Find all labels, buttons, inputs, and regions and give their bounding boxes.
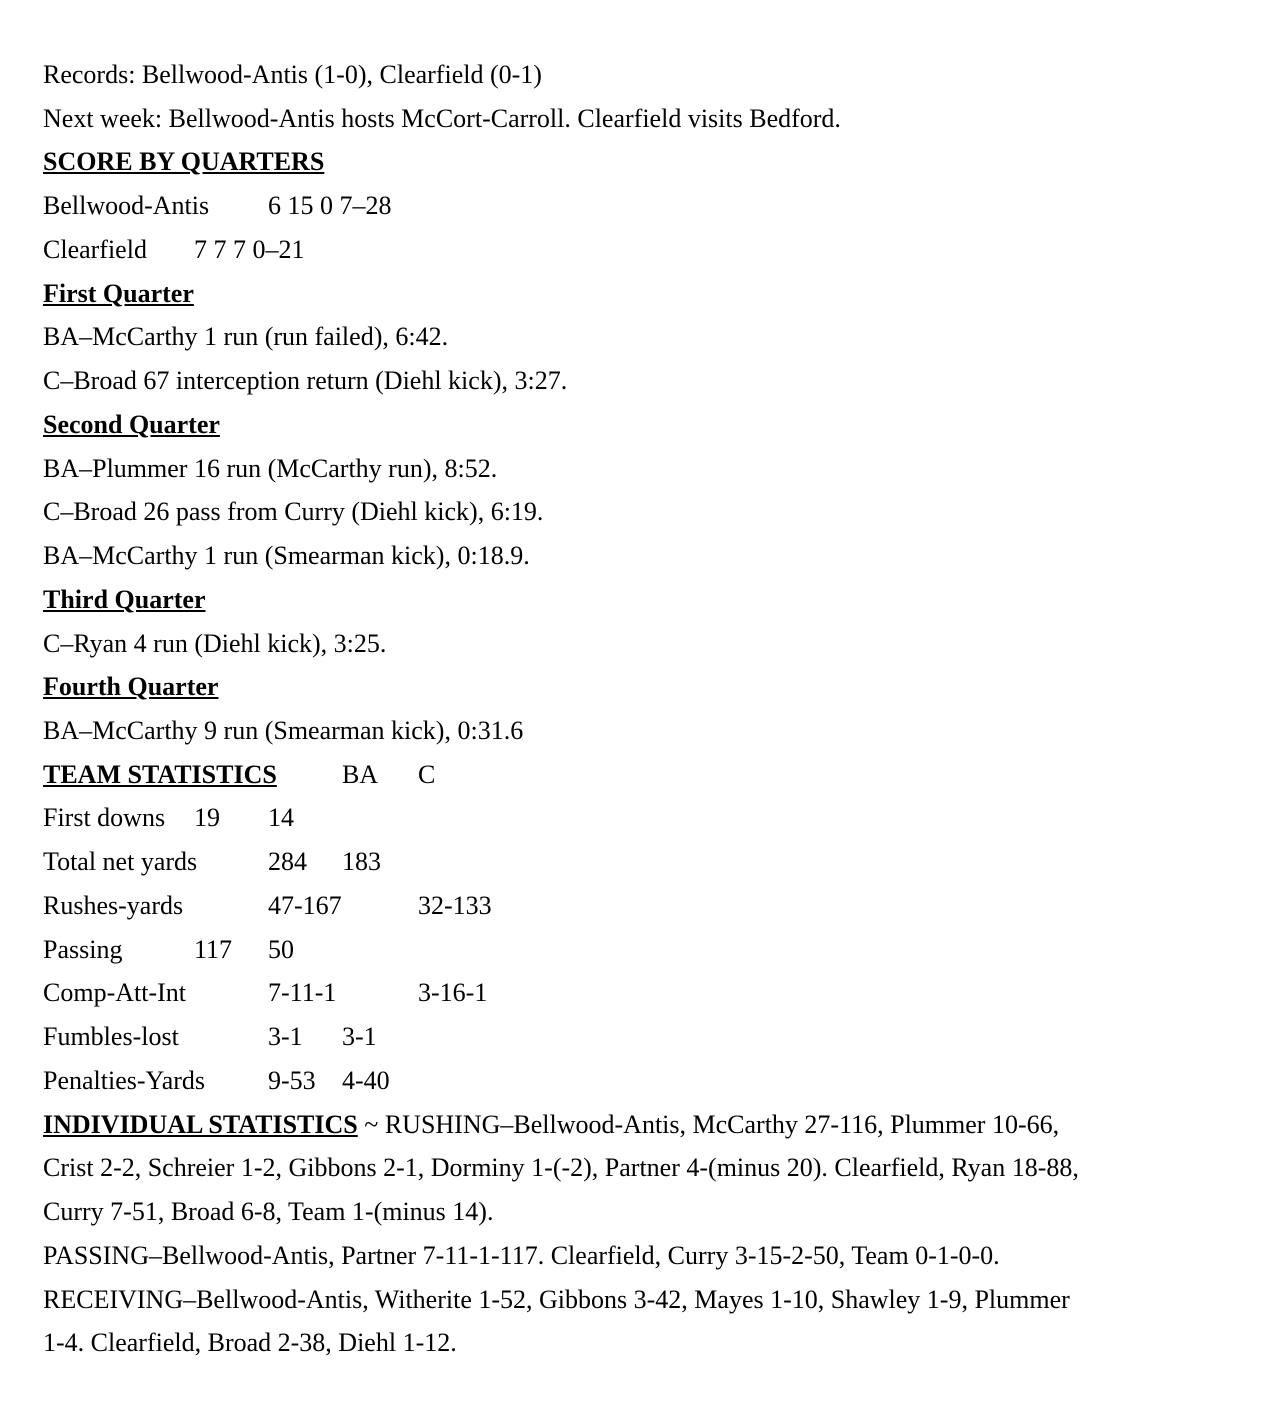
rushing-text: Curry 7-51, Broad 6-8, Team 1-(minus 14). <box>43 1197 494 1226</box>
score-team: Clearfield <box>43 235 147 264</box>
score-by-quarters-heading: SCORE BY QUARTERS <box>43 147 325 176</box>
scoring-play: BA–McCarthy 9 run (Smearman kick), 0:31.6 <box>43 716 524 745</box>
stat-label: Fumbles-lost <box>43 1022 179 1051</box>
scoring-play: BA–Plummer 16 run (McCarthy run), 8:52. <box>43 454 498 483</box>
stat-c: 14 <box>268 803 294 832</box>
stat-label: Passing <box>43 935 123 964</box>
scoring-play: C–Broad 26 pass from Curry (Diehl kick), 6:19. <box>43 497 544 526</box>
records-line: Records: Bellwood-Antis (1-0), Clearfield (0-1) <box>43 60 542 89</box>
stat-c: 32-133 <box>418 891 492 920</box>
stat-label: Total net yards <box>43 847 198 876</box>
stat-ba: 9-53 <box>268 1066 316 1095</box>
stat-c: 3-16-1 <box>418 978 488 1007</box>
rushing-text: ~ RUSHING–Bellwood-Antis, McCarthy 27-116, Plummer 10-66, <box>357 1110 1060 1139</box>
passing-text: PASSING–Bellwood-Antis, Partner 7-11-1-117. Clearfield, Curry 3-15-2-50, Team 0-1-0-0. <box>43 1241 1000 1270</box>
scoring-play: C–Broad 67 interception return (Diehl kick), 3:27. <box>43 366 568 395</box>
stat-c: 50 <box>268 935 294 964</box>
first-quarter-heading: First Quarter <box>43 279 194 308</box>
individual-statistics-heading: INDIVIDUAL STATISTICS <box>43 1110 358 1139</box>
stat-c: 183 <box>342 847 381 876</box>
score-team: Bellwood-Antis <box>43 191 210 220</box>
scoring-play: BA–McCarthy 1 run (Smearman kick), 0:18.9. <box>43 541 530 570</box>
scoring-play: C–Ryan 4 run (Diehl kick), 3:25. <box>43 629 387 658</box>
stat-ba: 284 <box>268 847 307 876</box>
stat-ba: 117 <box>194 935 233 964</box>
third-quarter-heading: Third Quarter <box>43 585 206 614</box>
stat-label: Comp-Att-Int <box>43 978 186 1007</box>
team-stats-col-ba: BA <box>342 760 379 789</box>
team-stats-col-c: C <box>418 760 436 789</box>
stat-label: First downs <box>43 803 166 832</box>
stat-ba: 47-167 <box>268 891 342 920</box>
team-statistics-heading: TEAM STATISTICS <box>43 760 277 789</box>
receiving-text: RECEIVING–Bellwood-Antis, Witherite 1-52, Gibbons 3-42, Mayes 1-10, Shawley 1-9, Plummer <box>43 1285 1070 1314</box>
individual-stats-line <box>43 1110 1059 1140</box>
stat-ba: 3-1 <box>268 1022 303 1051</box>
fourth-quarter-heading: Fourth Quarter <box>43 672 219 701</box>
score-row-bellwood <box>43 191 209 221</box>
score-row-clearfield <box>43 235 147 265</box>
stat-ba: 7-11-1 <box>268 978 337 1007</box>
score-values-bellwood: 6 15 0 7–28 <box>268 191 392 220</box>
stat-c: 4-40 <box>342 1066 390 1095</box>
rushing-text: Crist 2-2, Schreier 1-2, Gibbons 2-1, Dorminy 1-(-2), Partner 4-(minus 20). Clearfield, Ryan 18-88, <box>43 1153 1079 1182</box>
stat-c: 3-1 <box>342 1022 377 1051</box>
stat-label: Penalties-Yards <box>43 1066 206 1095</box>
stat-label: Rushes-yards <box>43 891 184 920</box>
second-quarter-heading: Second Quarter <box>43 410 220 439</box>
stat-ba: 19 <box>194 803 220 832</box>
next-week-line: Next week: Bellwood-Antis hosts McCort-Carroll. Clearfield visits Bedford. <box>43 104 841 133</box>
scoring-play: BA–McCarthy 1 run (run failed), 6:42. <box>43 322 449 351</box>
score-values-clearfield: 7 7 7 0–21 <box>194 235 305 264</box>
receiving-text: 1-4. Clearfield, Broad 2-38, Diehl 1-12. <box>43 1328 457 1357</box>
